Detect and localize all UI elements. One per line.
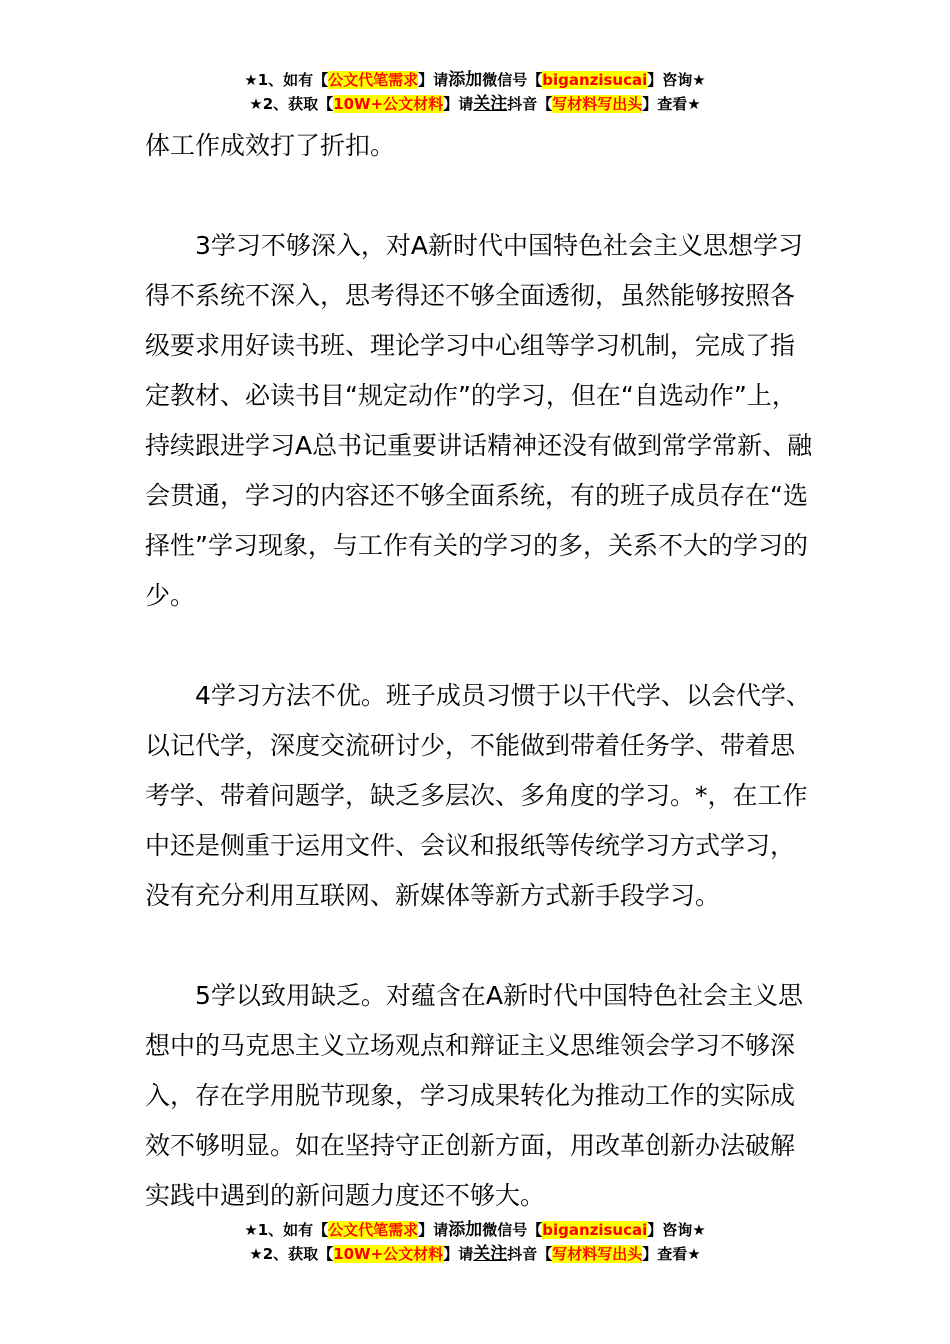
header-line-2-text: 】请 (443, 95, 474, 113)
header-line-1-suffix: 】咨询★ (647, 71, 706, 89)
paragraph-5: 5学以致用缺乏。对蕴含在A新时代中国特色社会主义思想中的马克思主义立场观点和辩证主义思维领会学习不够深入，存在学用脱节现象，学习成果转化为推动工作的实际成效不够明显。如在坚持守正创新方面，用改革创新办法破解实践中遇到的新问题力度还不够大。 (145, 981, 804, 1210)
footer-line-1-highlight-wechat: biganzisucai (542, 1221, 648, 1239)
footer-line-1-suffix: 】咨询★ (647, 1221, 706, 1239)
header-banner (0, 68, 950, 116)
header-line-2-text-2: 抖音【 (507, 95, 553, 113)
header-line-1-prefix: ★1、如有【 (244, 71, 329, 89)
footer-line-1 (0, 1218, 950, 1242)
footer-line-1-highlight-service: 公文代笔需求 (328, 1221, 419, 1239)
paragraph-continuation: 体工作成效打了折扣。 (145, 131, 396, 160)
footer-line-1-text-2: 微信号【 (482, 1221, 543, 1239)
header-line-2-emph: 关注 (473, 94, 508, 114)
footer-line-2 (0, 1242, 950, 1266)
footer-line-2-suffix: 】查看★ (642, 1245, 701, 1263)
header-line-2-suffix: 】查看★ (642, 95, 701, 113)
header-line-2-prefix: ★2、获取【 (249, 95, 334, 113)
paragraph-gap (145, 621, 815, 671)
footer-line-1-prefix: ★1、如有【 (244, 1221, 329, 1239)
header-line-2-highlight-douyin: 写材料写出头 (552, 95, 643, 113)
paragraph-3: 3学习不够深入，对A新时代中国特色社会主义思想学习得不系统不深入，思考得还不够全面透彻，虽然能够按照各级要求用好读书班、理论学习中心组等学习机制，完成了指定教材、必读书目“规定动作”的学习，但在“自选动作”上，持续跟进学习A总书记重要讲话精神还没有做到常学常新、融会贯通，学习的内容还不够全面系统，有的班子成员存在“选择性”学习现象，与工作有关的学习的多，关系不大的学习的少。 (145, 231, 813, 610)
document-body (145, 121, 815, 1221)
header-line-1-text-2: 微信号【 (482, 71, 543, 89)
paragraph-gap (145, 921, 815, 971)
header-line-1-highlight-service: 公文代笔需求 (328, 71, 419, 89)
footer-line-2-highlight-materials: 10W+公文材料 (333, 1245, 444, 1263)
footer-line-2-text: 】请 (443, 1245, 474, 1263)
header-line-1 (0, 68, 950, 92)
paragraph-gap (145, 171, 815, 221)
header-line-1-text: 】请 (418, 71, 449, 89)
header-line-2-highlight-materials: 10W+公文材料 (333, 95, 444, 113)
header-line-1-emph: 添加 (448, 70, 483, 90)
footer-line-1-emph: 添加 (448, 1220, 483, 1240)
footer-line-1-text: 】请 (418, 1221, 449, 1239)
footer-line-2-highlight-douyin: 写材料写出头 (552, 1245, 643, 1263)
footer-line-2-text-2: 抖音【 (507, 1245, 553, 1263)
header-line-1-highlight-wechat: biganzisucai (542, 71, 648, 89)
footer-banner (0, 1218, 950, 1266)
paragraph-4: 4学习方法不优。班子成员习惯于以干代学、以会代学、以记代学，深度交流研讨少，不能做到带着任务学、带着思考学、带着问题学，缺乏多层次、多角度的学习。*，在工作中还是侧重于运用文件、会议和报纸等传统学习方式学习，没有充分利用互联网、新媒体等新方式新手段学习。 (145, 681, 811, 910)
footer-line-2-emph: 关注 (473, 1244, 508, 1264)
footer-line-2-prefix: ★2、获取【 (249, 1245, 334, 1263)
header-line-2 (0, 92, 950, 116)
